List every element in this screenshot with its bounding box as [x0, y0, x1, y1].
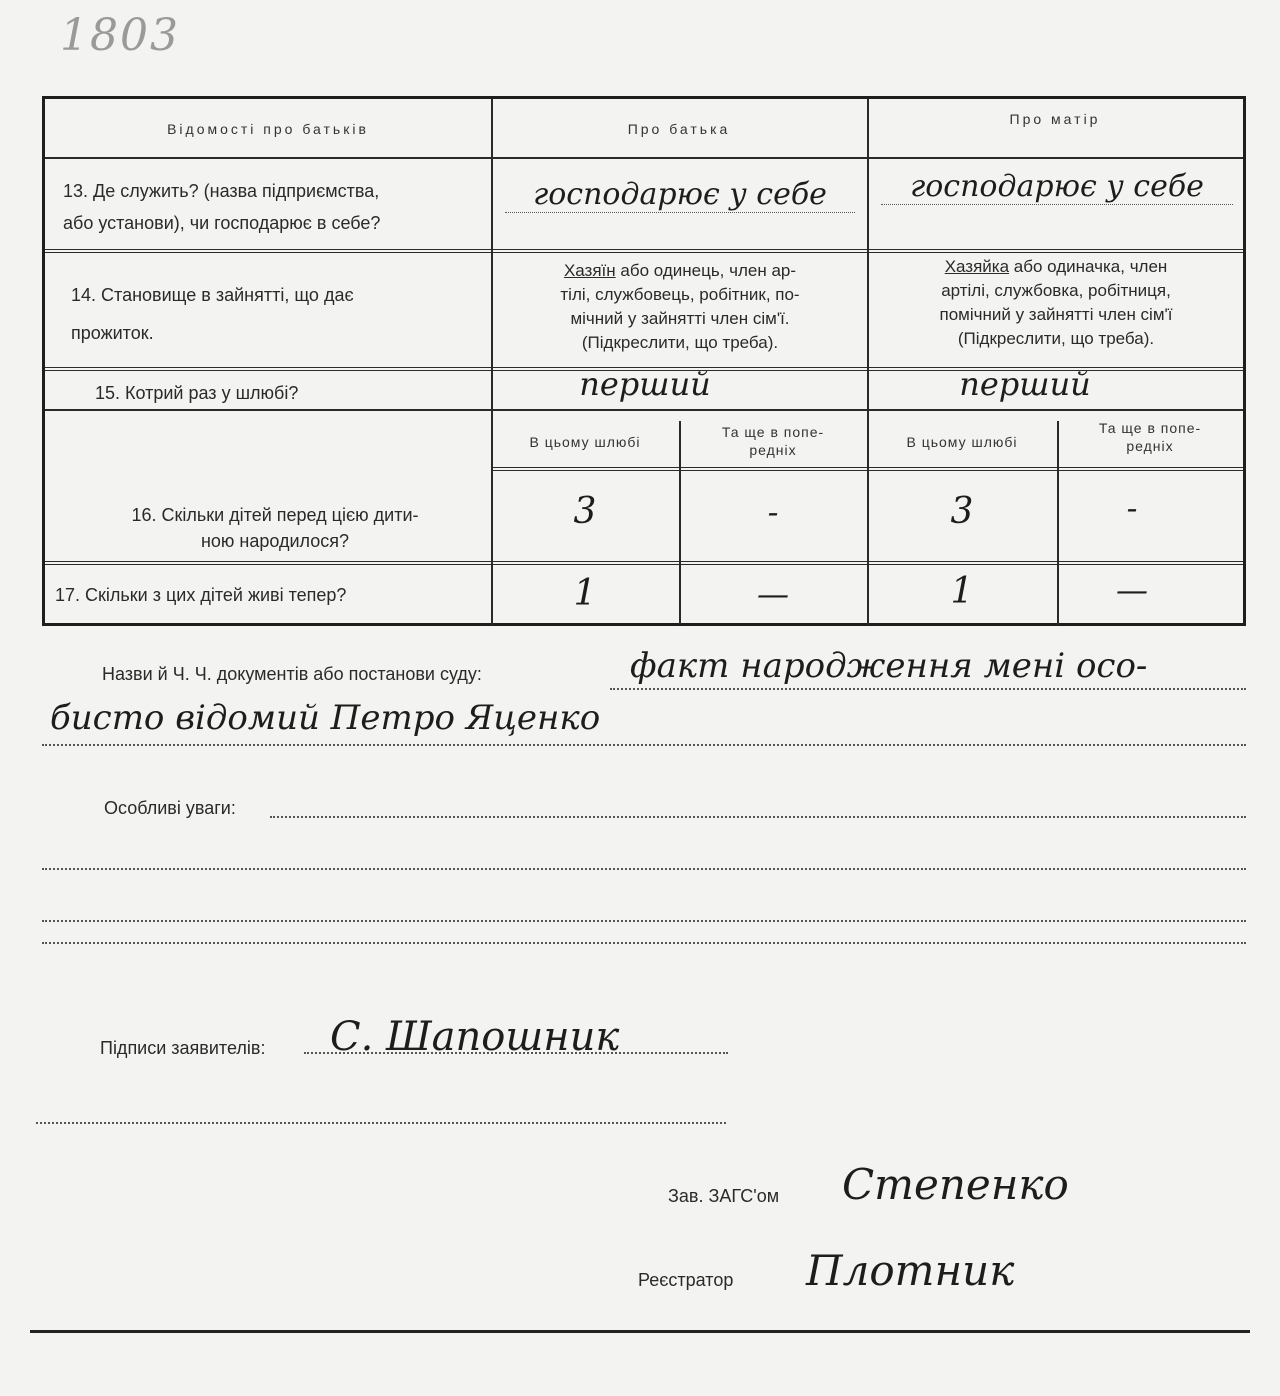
- subheader-previous-line2: редніх: [749, 442, 797, 458]
- row14-father-line3: мічний у зайнятті член сім'ї.: [570, 309, 790, 328]
- subheader-mother-previous: [1057, 419, 1243, 455]
- documents-line: [610, 688, 1246, 690]
- row15-label: 15. Котрий раз у шлюбі?: [95, 383, 299, 403]
- registrar-signature: Плотник: [806, 1246, 1015, 1295]
- row14-father-line4: (Підкреслити, що треба).: [581, 333, 779, 352]
- subheader-mother-this-marriage: В цьому шлюбі: [906, 434, 1018, 450]
- row13-label-line2: або установи), чи господарює в себе?: [63, 213, 381, 233]
- row16-father-previous-value: -: [767, 493, 779, 531]
- header-father: Про батька: [627, 121, 731, 137]
- subheader-previous-line1: Та ще в попе-: [1098, 420, 1202, 436]
- row14-label-line2: прожиток.: [71, 323, 154, 343]
- row16-label-line1: 16. Скільки дітей перед цією дити-: [131, 505, 419, 525]
- documents-label: Назви й Ч. Ч. документів або постанови суду:: [102, 664, 482, 684]
- subheader-father-this-marriage: В цьому шлюбі: [529, 434, 641, 450]
- head-registry-signature: Степенко: [842, 1160, 1069, 1209]
- applicant-signature-line: [36, 1122, 726, 1124]
- row16-mother-this-value: 3: [950, 491, 974, 532]
- row14-label: [71, 279, 481, 349]
- row16-father-this-value: 3: [573, 491, 597, 532]
- row-divider: [45, 249, 1243, 253]
- documents-value-line2: бисто відомий Петро Яценко: [50, 698, 601, 738]
- registrar-label: Реєстратор: [638, 1270, 734, 1290]
- column-divider: [491, 99, 493, 625]
- remarks-line: [42, 868, 1246, 870]
- row17-mother-previous-value: —: [1116, 571, 1148, 609]
- column-divider: [867, 99, 869, 625]
- applicants-signature-label: Підписи заявителів:: [100, 1038, 266, 1058]
- row13-label: [63, 175, 489, 239]
- subheader-previous-line2: редніх: [1126, 438, 1174, 454]
- row14-mother-line4: (Підкреслити, що треба).: [957, 329, 1155, 348]
- row-divider: [491, 467, 1243, 471]
- remarks-line: [270, 816, 1246, 818]
- subheader-previous-line1: Та ще в попе-: [721, 424, 825, 440]
- archive-number: 1803: [60, 10, 180, 61]
- row14-mother-line2: артілі, службовка, робітниця,: [941, 281, 1171, 300]
- row15-mother-value: перший: [959, 365, 1091, 403]
- subheader-father-previous: [679, 423, 867, 459]
- row16-mother-previous-value: -: [1126, 489, 1138, 527]
- row13-label-line1: 13. Де служить? (назва підприємства,: [63, 181, 380, 201]
- row16-label-line2: ною народилося?: [200, 531, 350, 551]
- row14-mother-line1: або одиначка, член: [1009, 257, 1168, 276]
- head-registry-label: Зав. ЗАГС'ом: [668, 1186, 780, 1206]
- row17-father-this-value: 1: [573, 573, 597, 614]
- row16-label: [65, 499, 485, 557]
- header-section: Відомості про батьків: [167, 121, 369, 137]
- row14-label-line1: 14. Становище в зайнятті, що дає: [71, 285, 354, 305]
- row13-father-value: господарює у себе: [505, 177, 855, 213]
- applicant-signature-line: [304, 1052, 728, 1054]
- documents-value-line1: факт народження мені осо-: [630, 646, 1148, 686]
- row-divider: [45, 157, 1243, 159]
- row17-father-previous-value: —: [757, 575, 789, 613]
- header-mother: Про матір: [1009, 111, 1101, 127]
- row17-mother-this-value: 1: [950, 571, 974, 612]
- row13-mother-value: господарює у себе: [881, 169, 1233, 205]
- bottom-rule: [30, 1330, 1250, 1333]
- row14-father-selected: Хазяїн: [563, 261, 616, 280]
- row14-father-options: [497, 259, 863, 355]
- remarks-line: [42, 920, 1246, 922]
- remarks-line: [42, 942, 1246, 944]
- row14-mother-selected: Хазяйка: [944, 257, 1010, 276]
- row-divider: [45, 561, 1243, 565]
- remarks-label: Особливі уваги:: [104, 798, 236, 818]
- documents-line: [42, 744, 1246, 746]
- row-divider: [45, 409, 1243, 411]
- applicant-signature: С. Шапошник: [330, 1014, 620, 1060]
- row14-mother-options: [873, 255, 1239, 351]
- parents-info-table: [42, 96, 1246, 626]
- row14-mother-line3: помічний у зайнятті член сім'ї: [939, 305, 1173, 324]
- row14-father-line2: тілі, службовець, робітник, по-: [560, 285, 800, 304]
- row14-father-line1: або одинець, член ар-: [615, 261, 797, 280]
- row17-label: 17. Скільки з цих дітей живі тепер?: [55, 585, 347, 605]
- row15-father-value: перший: [579, 365, 711, 403]
